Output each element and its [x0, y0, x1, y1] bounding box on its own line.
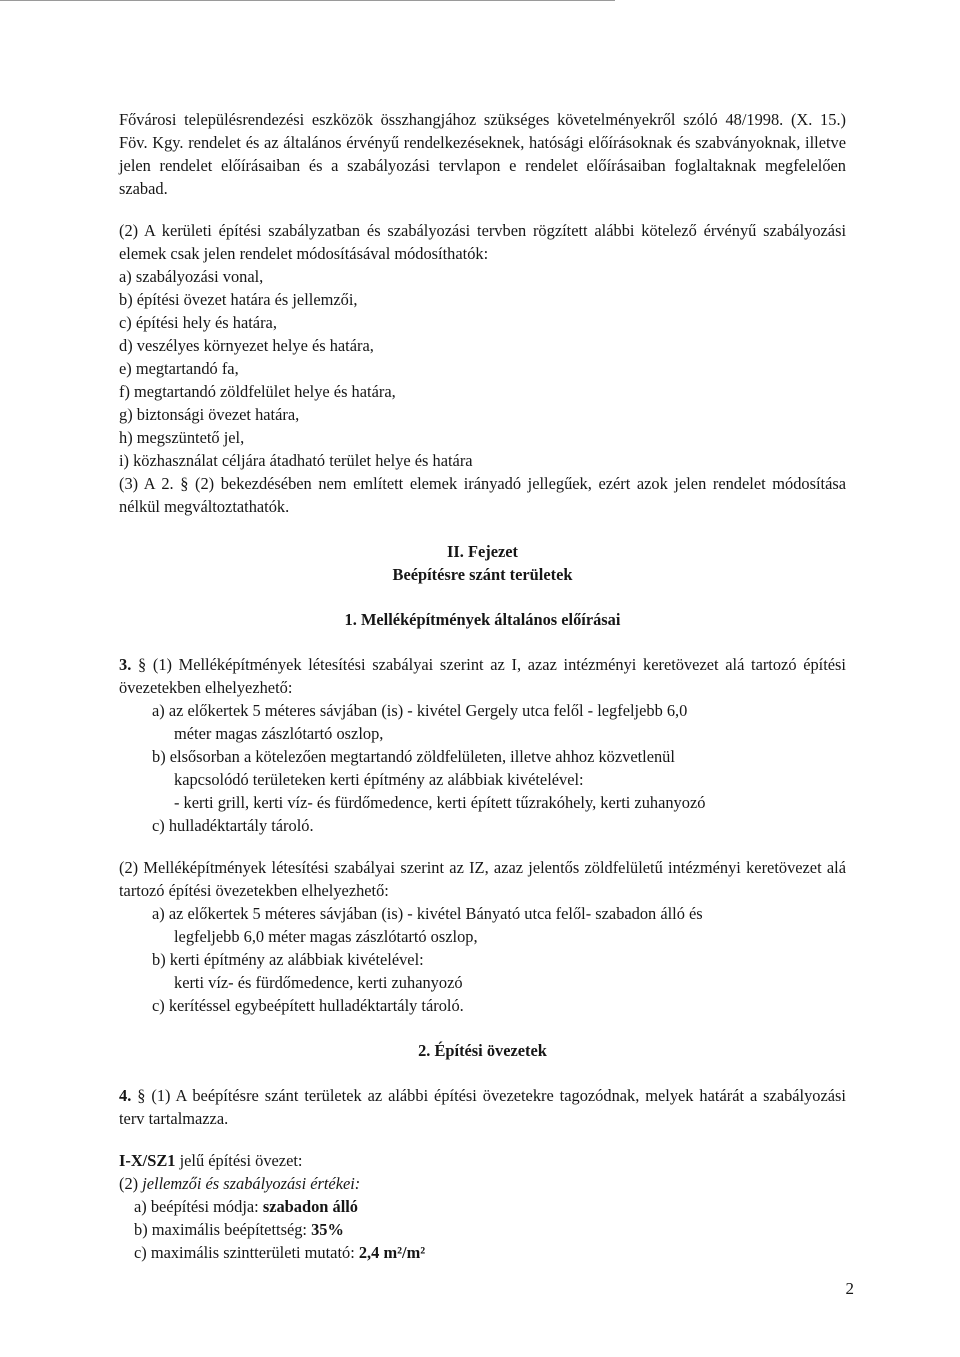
list-item: b) kerti építmény az alábbiak kivételével:: [152, 950, 424, 969]
list-item: b) építési övezet határa és jellemzői,: [119, 290, 358, 309]
list-subitem: kerti víz- és fürdőmedence, kerti zuhanyozó: [174, 973, 463, 992]
zone-label: c) maximális szintterületi mutató:: [134, 1243, 359, 1262]
list-item-continuation: kapcsolódó területeken kerti építmény az alábbiak kivételével:: [174, 770, 584, 789]
zone-label: a) beépítési módja:: [134, 1197, 263, 1216]
zone-heading: [119, 1149, 846, 1172]
section-3-paragraph-2: (2) Melléképítmények létesítési szabályai szerint az IZ, azaz jelentős zöldfelületű intézményi keretövezet alá tartozó építési övezetekben elhelyezhető:: [119, 858, 846, 900]
list-item: g) biztonsági övezet határa,: [119, 405, 300, 424]
scan-top-edge-line: [0, 0, 615, 1]
list-item: c) kerítéssel egybeépített hulladéktartály tároló.: [152, 996, 464, 1015]
zone-value: 2,4 m²/m²: [358, 1243, 426, 1262]
zone-subheading: [119, 1172, 846, 1195]
paragraph-2-intro: (2) A kerületi építési szabályzatban és szabályozási tervben rögzített alábbi kötelező érvényű szabályozási elemek csak jelen rendelet módosításával módosíthatók:: [119, 221, 846, 263]
section-number: 3.: [119, 655, 132, 674]
zone-sub-prefix: (2): [119, 1174, 143, 1193]
section-text: § (1) Melléképítmények létesítési szabályai szerint az I, azaz intézményi keretövezet alá tartozó építési övezetekben elhelyezhető:: [119, 655, 846, 697]
paragraph-2-list: [119, 265, 846, 472]
list-item: e) megtartandó fa,: [119, 359, 239, 378]
zone-value-b: [119, 1218, 846, 1241]
list-subitem: - kerti grill, kerti víz- és fürdőmedence, kerti épített tűzrakóhely, kerti zuhanyozó: [174, 793, 706, 812]
zone-sub-italic: jellemzői és szabályozási értékei:: [142, 1174, 361, 1193]
section-1-title: 1. Melléképítmények általános előírásai: [344, 610, 621, 629]
list-item: b) elsősorban a kötelezően megtartandó zöldfelületen, illetve ahhoz közvetlenül: [152, 747, 675, 766]
list-item: d) veszélyes környezet helye és határa,: [119, 336, 374, 355]
page-number: 2: [845, 1279, 854, 1298]
list-item: a) az előkertek 5 méteres sávjában (is) - kivétel Gergely utca felől - legfeljebb 6,0: [152, 701, 688, 720]
list-item: a) az előkertek 5 méteres sávjában (is) - kivétel Bányató utca felől- szabadon álló és: [152, 904, 703, 923]
section-2-title: 2. Építési övezetek: [418, 1041, 547, 1060]
zone-code: I-X/SZ1: [119, 1151, 176, 1170]
list-item: c) hulladéktartály tároló.: [152, 816, 314, 835]
list-item: h) megszüntető jel,: [119, 428, 245, 447]
chapter-number: II. Fejezet: [447, 542, 518, 561]
zone-heading-suffix: jelű építési övezet:: [175, 1151, 303, 1170]
list-item: i) közhasználat céljára átadható terület helye és határa: [119, 451, 473, 470]
zone-value: 35%: [311, 1220, 344, 1239]
chapter-title: Beépítésre szánt területek: [392, 565, 573, 584]
document-page: [119, 108, 846, 1264]
list-item: f) megtartandó zöldfelület helye és határa,: [119, 382, 396, 401]
section-text: § (1) A beépítésre szánt területek az alábbi építési övezetekre tagozódnak, melyek határát a szabályozási terv tartalmazza.: [119, 1086, 846, 1128]
list-item-continuation: legfeljebb 6,0 méter magas zászlótartó oszlop,: [174, 927, 478, 946]
zone-value: szabadon álló: [262, 1197, 358, 1216]
section-number: 4.: [119, 1086, 132, 1105]
intro-paragraph: Fővárosi településrendezési eszközök összhangjához szükséges követelményekről szóló 48/1998. (X. 15.) Föv. Kgy. rendelet és az általános érvényű rendelkezéseknek, hatósági előírásoknak és szabványoknak, illetve jelen rendelet előírásaiban és a szabályozási tervlapon e rendelet előírásaiban foglaltaknak megfelelően szabad.: [119, 110, 846, 198]
section-3-paragraph-1: [119, 653, 846, 699]
paragraph-3: (3) A 2. § (2) bekezdésében nem említett elemek irányadó jellegűek, ezért azok jelen rendelet módosítása nélkül megváltoztathatók.: [119, 474, 846, 516]
list-item: a) szabályozási vonal,: [119, 267, 264, 286]
zone-label: b) maximális beépítettség:: [134, 1220, 312, 1239]
zone-value-a: [119, 1195, 846, 1218]
list-item: c) építési hely és határa,: [119, 313, 277, 332]
section-4-paragraph-1: [119, 1084, 846, 1130]
zone-value-c: [119, 1241, 846, 1264]
list-item-continuation: méter magas zászlótartó oszlop,: [174, 724, 384, 743]
